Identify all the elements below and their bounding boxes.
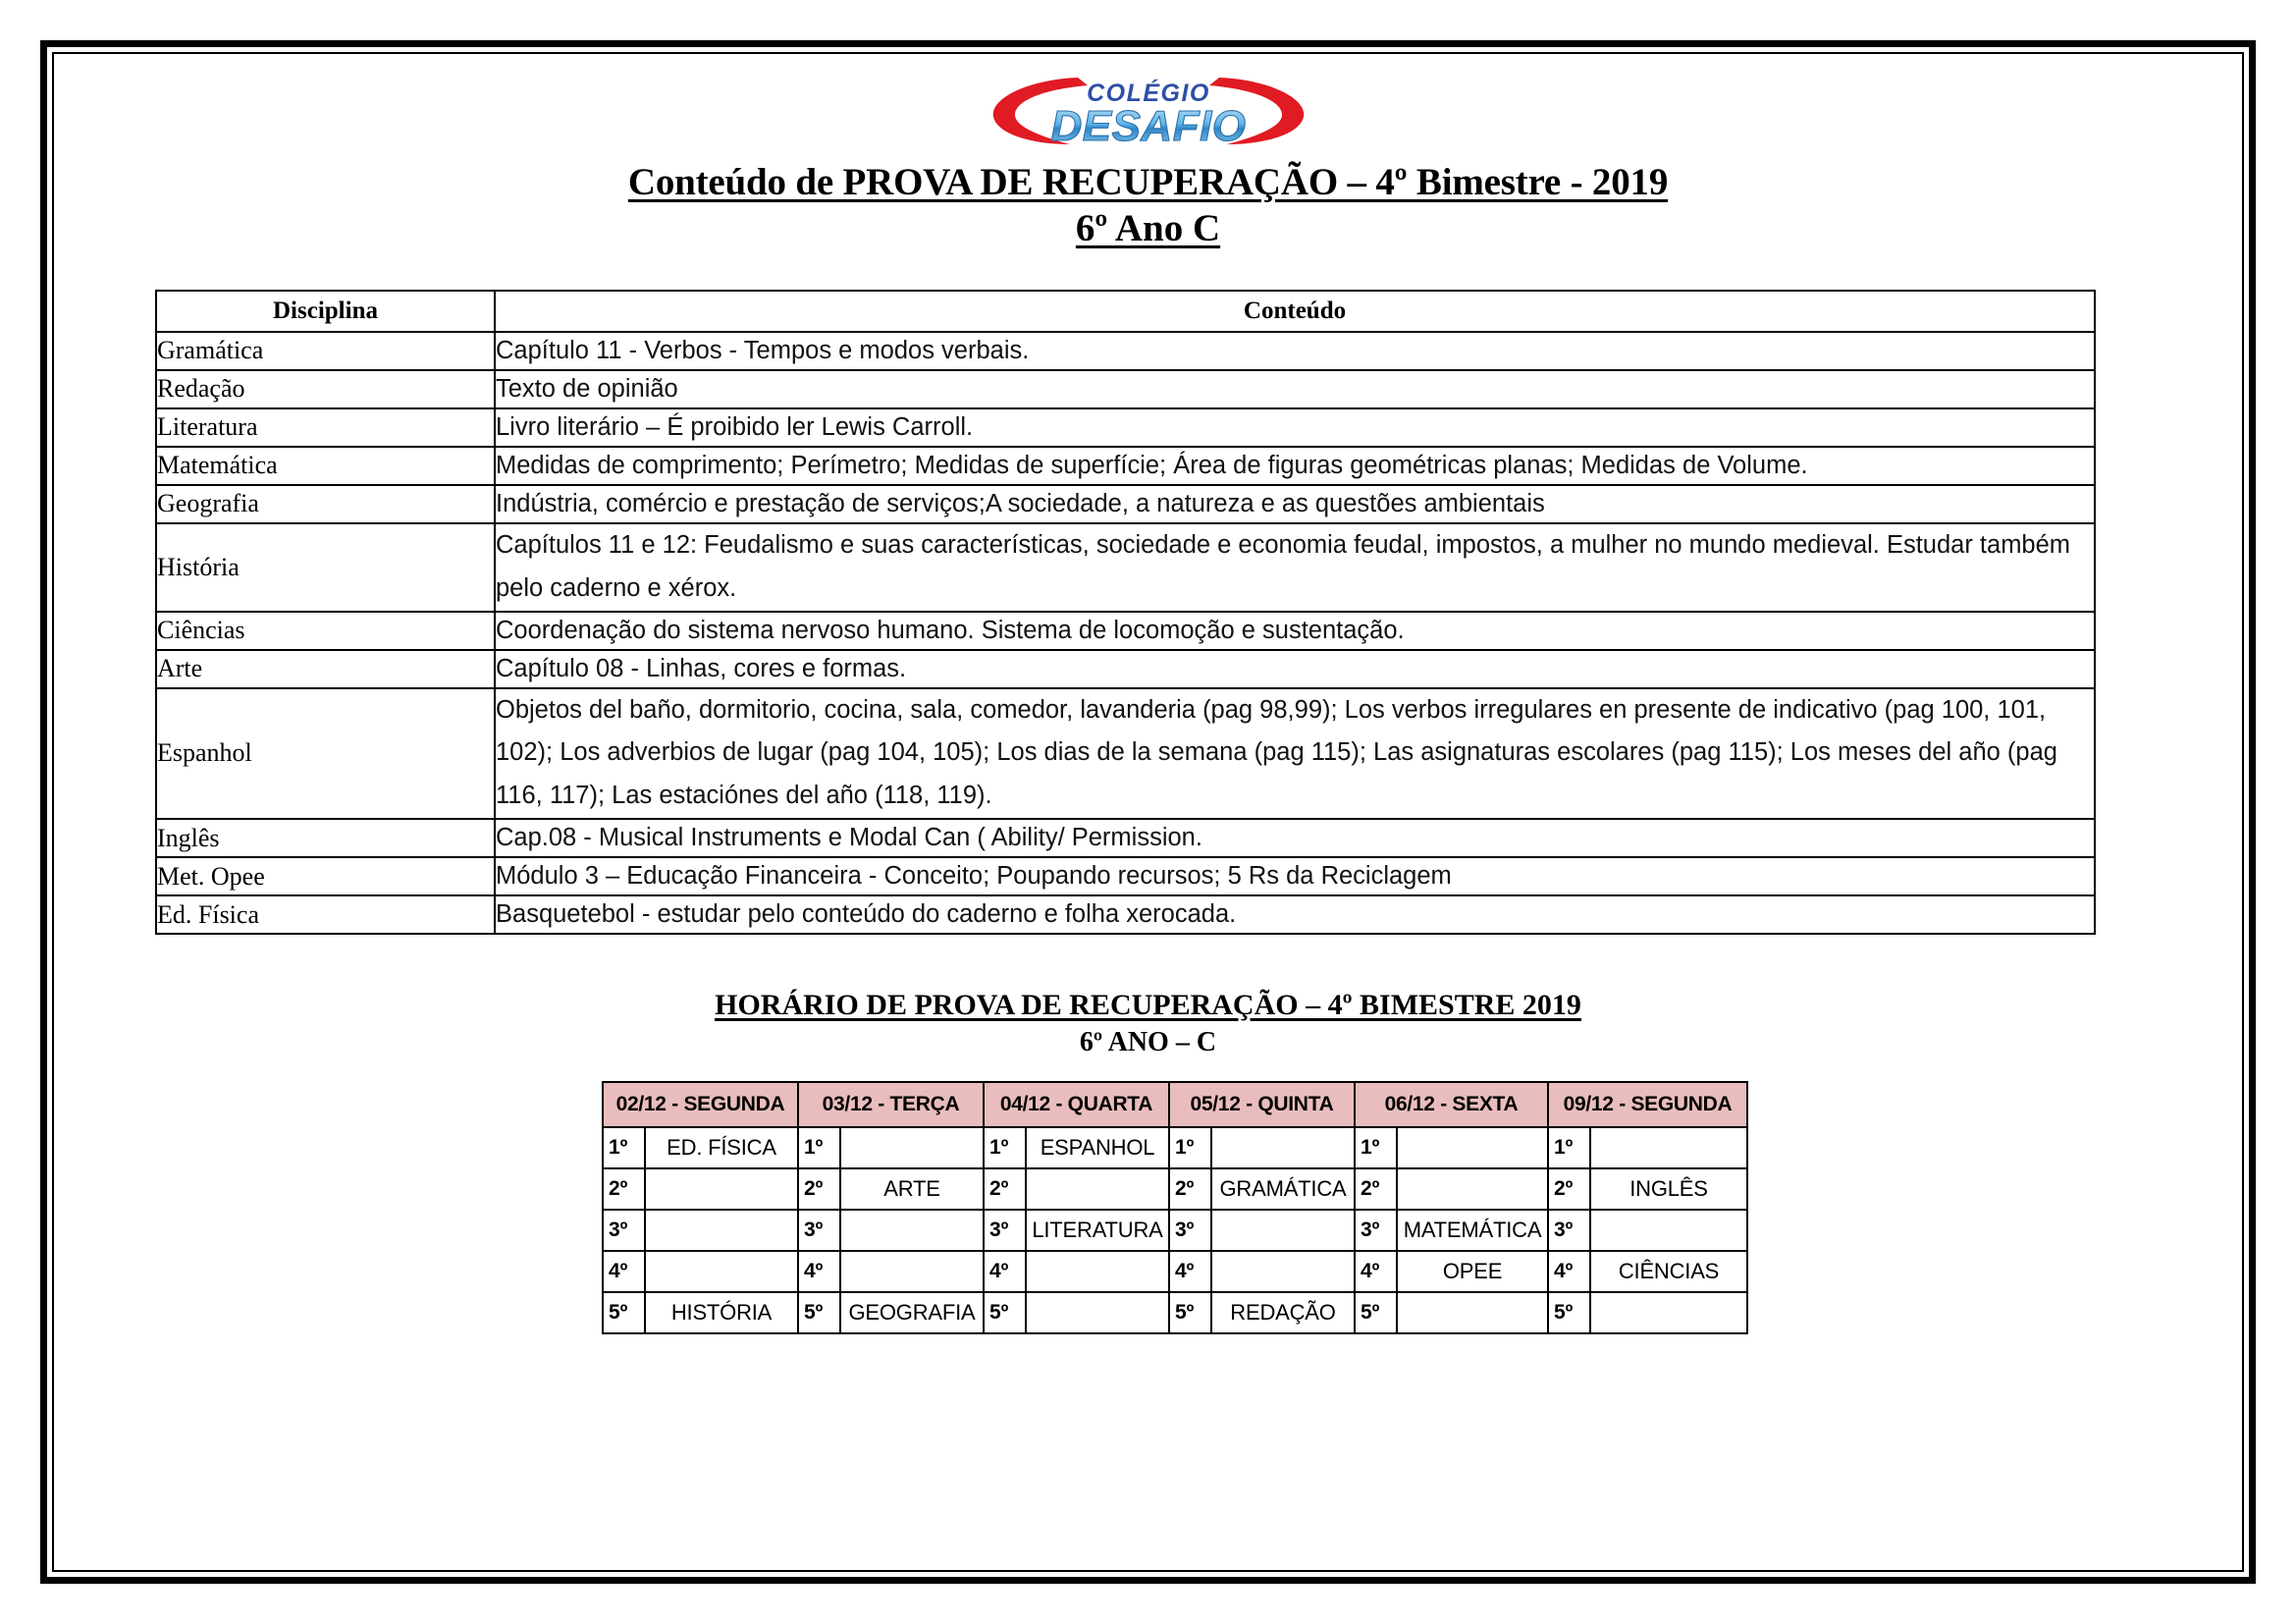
schedule-period-label: 1º [1169, 1127, 1211, 1168]
schedule-subject-cell [1397, 1127, 1548, 1168]
schedule-header-row [603, 1082, 1747, 1127]
schedule-period-label: 2º [1548, 1168, 1590, 1210]
cell-disciplina: Redação [156, 370, 495, 408]
schedule-period-label: 4º [603, 1251, 645, 1292]
schedule-subject-cell [1590, 1127, 1747, 1168]
schedule-subject-cell: MATEMÁTICA [1397, 1210, 1548, 1251]
schedule-period-label: 4º [1548, 1251, 1590, 1292]
schedule-subject-cell [840, 1127, 984, 1168]
schedule-title-text: HORÁRIO DE PROVA DE RECUPERAÇÃO – 4º BIMESTRE 2019 [715, 989, 1581, 1021]
schedule-subject-cell: ESPANHOL [1026, 1127, 1169, 1168]
schedule-day-header: 09/12 - SEGUNDA [1548, 1082, 1747, 1127]
cell-disciplina: Geografia [156, 485, 495, 523]
table-row [156, 370, 2095, 408]
schedule-subject-cell [1026, 1168, 1169, 1210]
cell-conteudo: Livro literário – É proibido ler Lewis Carroll. [495, 408, 2095, 447]
cell-conteudo: Medidas de comprimento; Perímetro; Medidas de superfície; Área de figuras geométricas planas; Medidas de Volume. [495, 447, 2095, 485]
schedule-period-label: 4º [798, 1251, 840, 1292]
schedule-subject-cell [1590, 1210, 1747, 1251]
table-row [156, 332, 2095, 370]
document-subtitle-text: 6º Ano C [1075, 207, 1221, 249]
cell-conteudo: Basquetebol - estudar pelo conteúdo do caderno e folha xerocada. [495, 895, 2095, 934]
schedule-row [603, 1210, 1747, 1251]
cell-conteudo: Capítulos 11 e 12: Feudalismo e suas características, sociedade e economia feudal, impostos, a mulher no mundo medieval. Estudar também pelo caderno e xérox. [495, 523, 2095, 612]
schedule-period-label: 2º [603, 1168, 645, 1210]
schedule-period-label: 5º [603, 1292, 645, 1333]
schedule-period-label: 3º [1355, 1210, 1397, 1251]
page-inner-border [52, 52, 2244, 1572]
schedule-period-label: 2º [1355, 1168, 1397, 1210]
schedule-subject-cell [645, 1210, 798, 1251]
schedule-subtitle: 6º ANO – C [1079, 1027, 1217, 1057]
schedule-subject-cell: ED. FÍSICA [645, 1127, 798, 1168]
schedule-subject-cell [1211, 1127, 1355, 1168]
schedule-period-label: 5º [984, 1292, 1026, 1333]
schedule-subject-cell [645, 1168, 798, 1210]
table-row [156, 523, 2095, 612]
svg-text:COLÉGIO: COLÉGIO [1086, 80, 1210, 107]
table-row [156, 485, 2095, 523]
schedule-period-label: 1º [984, 1127, 1026, 1168]
cell-conteudo: Capítulo 11 - Verbos - Tempos e modos verbais. [495, 332, 2095, 370]
content-table-body [156, 332, 2095, 934]
document-subtitle [54, 206, 2242, 250]
table-row [156, 857, 2095, 895]
cell-conteudo: Capítulo 08 - Linhas, cores e formas. [495, 650, 2095, 688]
table-row [156, 447, 2095, 485]
cell-disciplina: Arte [156, 650, 495, 688]
cell-disciplina: Ed. Física [156, 895, 495, 934]
schedule-subject-cell [1590, 1292, 1747, 1333]
page-content [54, 54, 2242, 1570]
table-row [156, 819, 2095, 857]
schedule-subject-cell [1026, 1292, 1169, 1333]
schedule-period-label: 1º [1548, 1127, 1590, 1168]
schedule-row [603, 1168, 1747, 1210]
table-row [156, 895, 2095, 934]
colegio-desafio-logo-icon [972, 66, 1325, 156]
schedule-period-label: 5º [1548, 1292, 1590, 1333]
cell-disciplina: História [156, 523, 495, 612]
schedule-row [603, 1127, 1747, 1168]
schedule-period-label: 4º [1355, 1251, 1397, 1292]
cell-conteudo: Texto de opinião [495, 370, 2095, 408]
schedule-subject-cell [1026, 1251, 1169, 1292]
schedule-period-label: 3º [984, 1210, 1026, 1251]
schedule-day-header: 02/12 - SEGUNDA [603, 1082, 798, 1127]
schedule-period-label: 4º [1169, 1251, 1211, 1292]
content-table-header-row [156, 291, 2095, 332]
schedule-title [54, 989, 2242, 1022]
school-logo [54, 66, 2242, 156]
schedule-period-label: 4º [984, 1251, 1026, 1292]
document-title [54, 160, 2242, 204]
schedule-subject-cell [1211, 1210, 1355, 1251]
content-table [155, 290, 2096, 935]
cell-conteudo: Coordenação do sistema nervoso humano. Sistema de locomoção e sustentação. [495, 612, 2095, 650]
schedule-subject-cell: ARTE [840, 1168, 984, 1210]
schedule-day-header: 05/12 - QUINTA [1169, 1082, 1355, 1127]
schedule-day-header: 04/12 - QUARTA [984, 1082, 1169, 1127]
table-row [156, 650, 2095, 688]
schedule-day-header: 03/12 - TERÇA [798, 1082, 984, 1127]
schedule-subject-cell [1211, 1251, 1355, 1292]
schedule-period-label: 1º [1355, 1127, 1397, 1168]
schedule-subject-cell [1397, 1292, 1548, 1333]
document-page [40, 40, 2256, 1584]
schedule-period-label: 3º [1548, 1210, 1590, 1251]
column-header-conteudo: Conteúdo [495, 291, 2095, 332]
cell-disciplina: Ciências [156, 612, 495, 650]
cell-disciplina: Literatura [156, 408, 495, 447]
schedule-subject-cell [645, 1251, 798, 1292]
schedule-subject-cell: HISTÓRIA [645, 1292, 798, 1333]
schedule-subject-cell: LITERATURA [1026, 1210, 1169, 1251]
schedule-row [603, 1251, 1747, 1292]
schedule-subject-cell: REDAÇÃO [1211, 1292, 1355, 1333]
schedule-period-label: 5º [1355, 1292, 1397, 1333]
schedule-subject-cell [840, 1251, 984, 1292]
schedule-period-label: 1º [798, 1127, 840, 1168]
cell-conteudo: Indústria, comércio e prestação de serviços;A sociedade, a natureza e as questões ambientais [495, 485, 2095, 523]
schedule-table [602, 1081, 1748, 1334]
schedule-subject-cell: GRAMÁTICA [1211, 1168, 1355, 1210]
schedule-body [603, 1127, 1747, 1333]
schedule-period-label: 3º [798, 1210, 840, 1251]
cell-disciplina: Matemática [156, 447, 495, 485]
schedule-subject-cell [1397, 1168, 1548, 1210]
document-title-text: Conteúdo de PROVA DE RECUPERAÇÃO – 4º Bimestre - 2019 [627, 161, 1669, 203]
cell-disciplina: Espanhol [156, 688, 495, 820]
schedule-subject-cell: CIÊNCIAS [1590, 1251, 1747, 1292]
schedule-period-label: 2º [1169, 1168, 1211, 1210]
table-row [156, 612, 2095, 650]
table-row [156, 408, 2095, 447]
svg-text:DESAFIO: DESAFIO [1049, 102, 1247, 150]
cell-conteudo: Objetos del baño, dormitorio, cocina, sala, comedor, lavanderia (pag 98,99); Los verbos irregulares en presente de indicativo (pag 100, 101, 102); Los adverbios de lugar (pag 104, 105); Los dias de la semana (pag 115); Las asignaturas escolares (pag 115); Los meses del año (pag 116, 117); Las estaciónes del año (118, 119). [495, 688, 2095, 820]
schedule-period-label: 1º [603, 1127, 645, 1168]
schedule-subject-cell: OPEE [1397, 1251, 1548, 1292]
cell-disciplina: Inglês [156, 819, 495, 857]
table-row [156, 688, 2095, 820]
cell-conteudo: Módulo 3 – Educação Financeira - Conceito; Poupando recursos; 5 Rs da Reciclagem [495, 857, 2095, 895]
schedule-row [603, 1292, 1747, 1333]
schedule-period-label: 5º [798, 1292, 840, 1333]
column-header-disciplina: Disciplina [156, 291, 495, 332]
schedule-period-label: 2º [984, 1168, 1026, 1210]
schedule-period-label: 5º [1169, 1292, 1211, 1333]
schedule-subject-cell [840, 1210, 984, 1251]
schedule-period-label: 2º [798, 1168, 840, 1210]
cell-conteudo: Cap.08 - Musical Instruments e Modal Can ( Ability/ Permission. [495, 819, 2095, 857]
schedule-subject-cell: GEOGRAFIA [840, 1292, 984, 1333]
cell-disciplina: Gramática [156, 332, 495, 370]
schedule-day-header: 06/12 - SEXTA [1355, 1082, 1548, 1127]
schedule-subject-cell: INGLÊS [1590, 1168, 1747, 1210]
schedule-period-label: 3º [1169, 1210, 1211, 1251]
schedule-period-label: 3º [603, 1210, 645, 1251]
cell-disciplina: Met. Opee [156, 857, 495, 895]
